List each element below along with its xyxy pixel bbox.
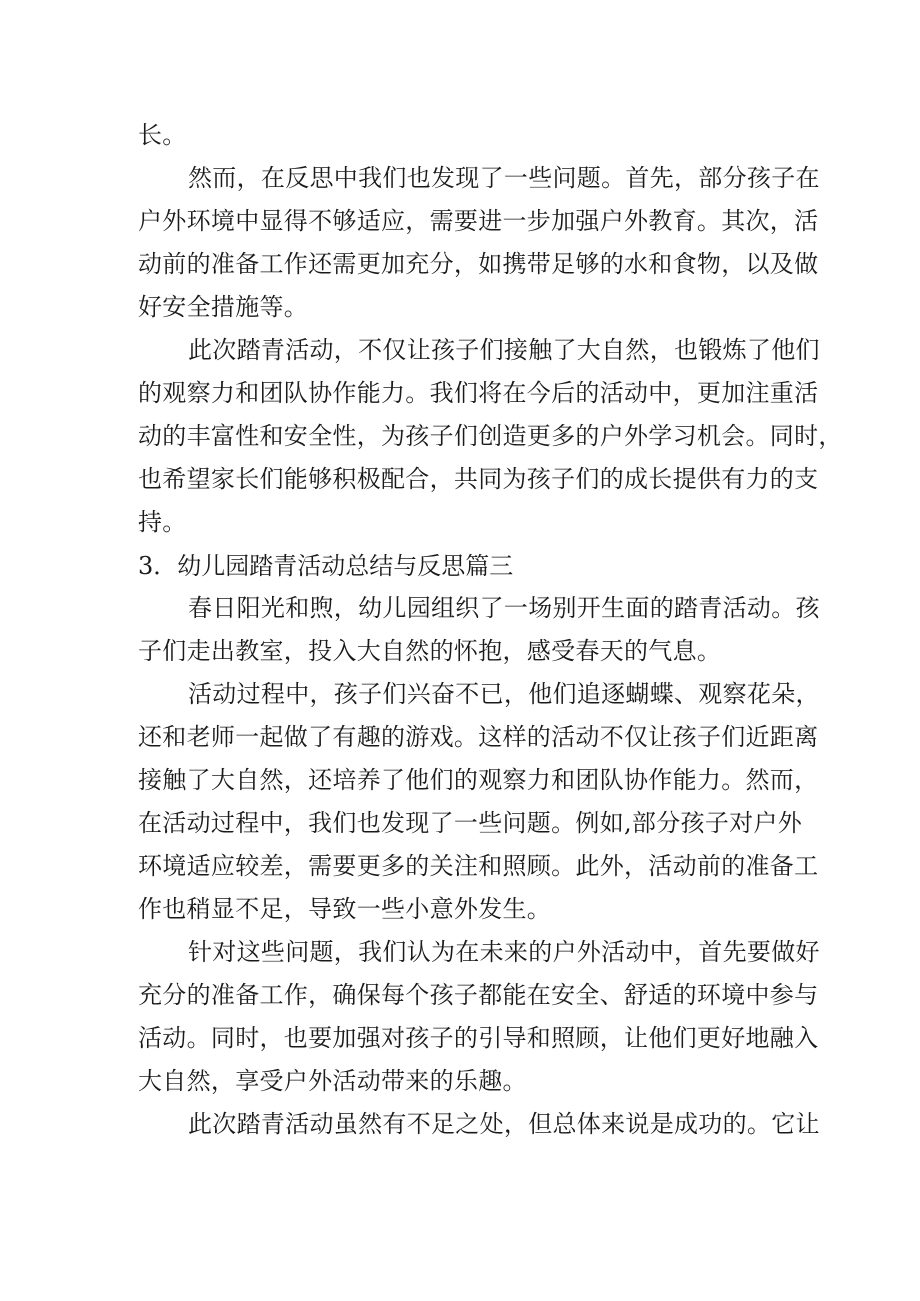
paragraph-tail-line: 长。	[138, 121, 187, 149]
paragraph-line: 子们走出教室，投入大自然的怀抱，感受春天的气息。	[138, 637, 722, 665]
paragraph-line: 针对这些问题，我们认为在未来的户外活动中，首先要做好	[188, 938, 820, 966]
paragraph-line: 的观察力和团队协作能力。我们将在今后的活动中，更加注重活	[138, 379, 819, 407]
paragraph-line: 环境适应较差，需要更多的关注和照顾。此外，活动前的准备工	[138, 852, 819, 880]
section-heading: 3．幼儿园踏青活动总结与反思篇三	[138, 552, 514, 580]
paragraph-line: 活动过程中，孩子们兴奋不已，他们追逐蝴蝶、观察花朵，	[188, 680, 820, 708]
paragraph-line: 然而，在反思中我们也发现了一些问题。首先，部分孩子在	[188, 164, 820, 192]
paragraph-line: 充分的准备工作，确保每个孩子都能在安全、舒适的环境中参与	[138, 981, 819, 1009]
paragraph-line: 活动。同时，也要加强对孩子的引导和照顾，让他们更好地融入	[138, 1024, 819, 1052]
paragraph-line: 接触了大自然，还培养了他们的观察力和团队协作能力。然而，	[138, 766, 819, 794]
paragraph-line: 也希望家长们能够积极配合，共同为孩子们的成长提供有力的支	[138, 465, 819, 493]
paragraph-line: 动前的准备工作还需更加充分，如携带足够的水和食物，以及做	[138, 250, 819, 278]
paragraph-line: 动的丰富性和安全性，为孩子们创造更多的户外学习机会。同时，	[138, 422, 843, 450]
paragraph-line: 在活动过程中，我们也发现了一些问题。例如,部分孩子对户外	[138, 809, 803, 837]
paragraph-line: 持。	[138, 508, 187, 536]
paragraph-line: 好安全措施等。	[138, 293, 309, 321]
paragraph-line: 此次踏青活动，不仅让孩子们接触了大自然，也锻炼了他们	[188, 336, 820, 364]
paragraph-line: 大自然，享受户外活动带来的乐趣。	[138, 1067, 527, 1095]
paragraph-line: 户外环境中显得不够适应，需要进一步加强户外教育。其次，活	[138, 207, 819, 235]
paragraph-line: 此次踏青活动虽然有不足之处，但总体来说是成功的。它让	[188, 1110, 820, 1138]
paragraph-line: 作也稍显不足，导致一些小意外发生。	[138, 895, 552, 923]
paragraph-line: 春日阳光和煦，幼儿园组织了一场别开生面的踏青活动。孩	[188, 594, 820, 622]
paragraph-line: 还和老师一起做了有趣的游戏。这样的活动不仅让孩子们近距离	[138, 723, 819, 751]
